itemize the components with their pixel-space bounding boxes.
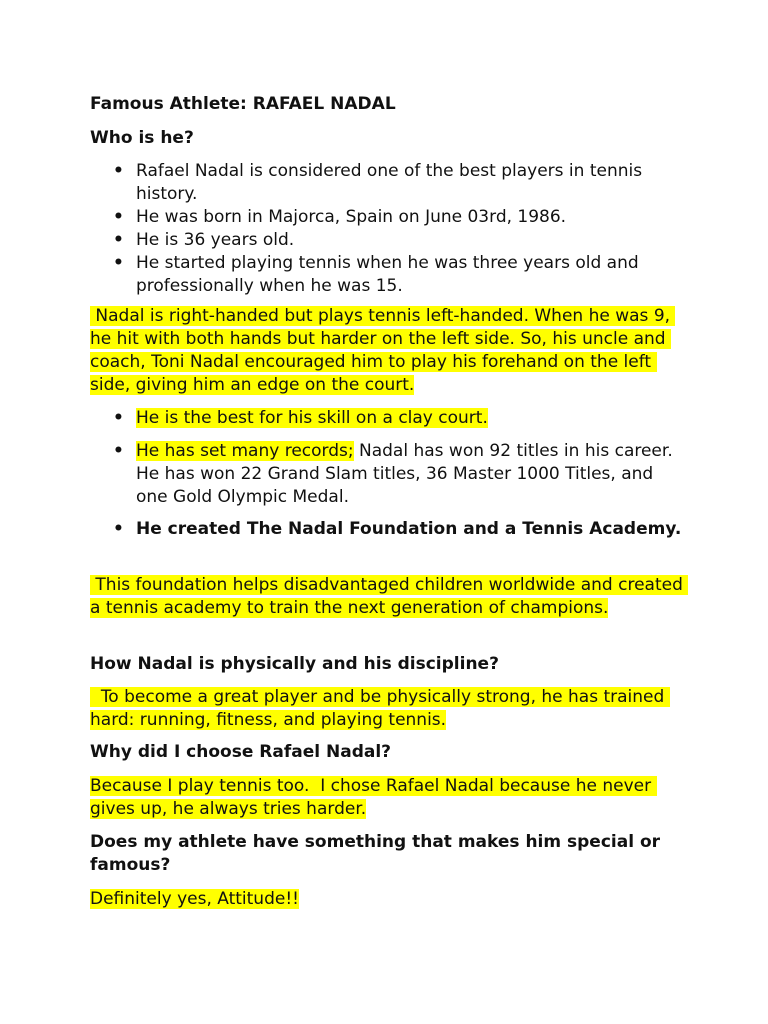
section-heading-why-chosen: Why did I choose Rafael Nadal? [90, 742, 392, 762]
section-heading-discipline: How Nadal is physically and his discipline? [90, 654, 499, 674]
highlighted-text: Definitely yes, Attitude!! [90, 889, 299, 909]
bullet-icon: • [113, 161, 124, 181]
list-item-text: He was born in Majorca, Spain on June 03rd, 1986. [136, 207, 567, 227]
list-item [90, 229, 690, 252]
clay-court-list [90, 407, 690, 430]
who-is-he-list [90, 160, 690, 298]
list-item-text: He started playing tennis when he was three years old and professionally when he was 15. [136, 253, 639, 296]
document-title: Famous Athlete: RAFAEL NADAL [90, 94, 396, 114]
highlighted-text: Because I play tennis too. I chose Rafael Nadal because he never gives up, he always tries harder. [90, 776, 657, 819]
left-handed-paragraph [90, 305, 690, 397]
bullet-icon: • [113, 408, 124, 428]
list-item [90, 440, 690, 509]
bullet-icon: • [113, 441, 124, 461]
section-heading-who-is-he: Who is he? [90, 128, 194, 148]
foundation-list [90, 518, 690, 541]
foundation-paragraph [90, 574, 690, 620]
section-heading-special: Does my athlete have something that makes him special or famous? [90, 832, 661, 875]
list-item [90, 252, 690, 298]
why-chosen-answer [90, 775, 690, 821]
list-item-text: He is 36 years old. [136, 230, 295, 250]
list-item [90, 407, 690, 430]
bullet-icon: • [113, 207, 124, 227]
bullet-icon: • [113, 253, 124, 273]
bullet-icon: • [113, 519, 124, 539]
records-text: Nadal has won 92 titles in his career. He has won 22 Grand Slam titles, 36 Master 1000 Titles, and one Gold Olympic Medal. [136, 441, 673, 507]
list-item-text: He created The Nadal Foundation and a Tennis Academy. [136, 519, 682, 539]
special-answer [90, 888, 690, 911]
list-item-text: He is the best for his skill on a clay court. [136, 408, 488, 428]
highlighted-text: To become a great player and be physically strong, he has trained hard: running, fitness, and playing tennis. [90, 687, 670, 730]
records-highlight-text: He has set many records; [136, 441, 354, 461]
list-item-text: Rafael Nadal is considered one of the best players in tennis history. [136, 161, 643, 204]
highlighted-text: This foundation helps disadvantaged children worldwide and created a tennis academy to train the next generation of champions. [90, 575, 689, 618]
highlighted-text: Nadal is right-handed but plays tennis left-handed. When he was 9, he hit with both hands but harder on the left side. So, his uncle and coach, Toni Nadal encouraged him to play his forehand on the left side, giving him an edge on the court. [90, 306, 676, 395]
list-item [90, 206, 690, 229]
discipline-answer [90, 686, 690, 732]
bullet-icon: • [113, 230, 124, 250]
records-list [90, 440, 690, 509]
list-item [90, 518, 690, 541]
list-item [90, 160, 690, 206]
